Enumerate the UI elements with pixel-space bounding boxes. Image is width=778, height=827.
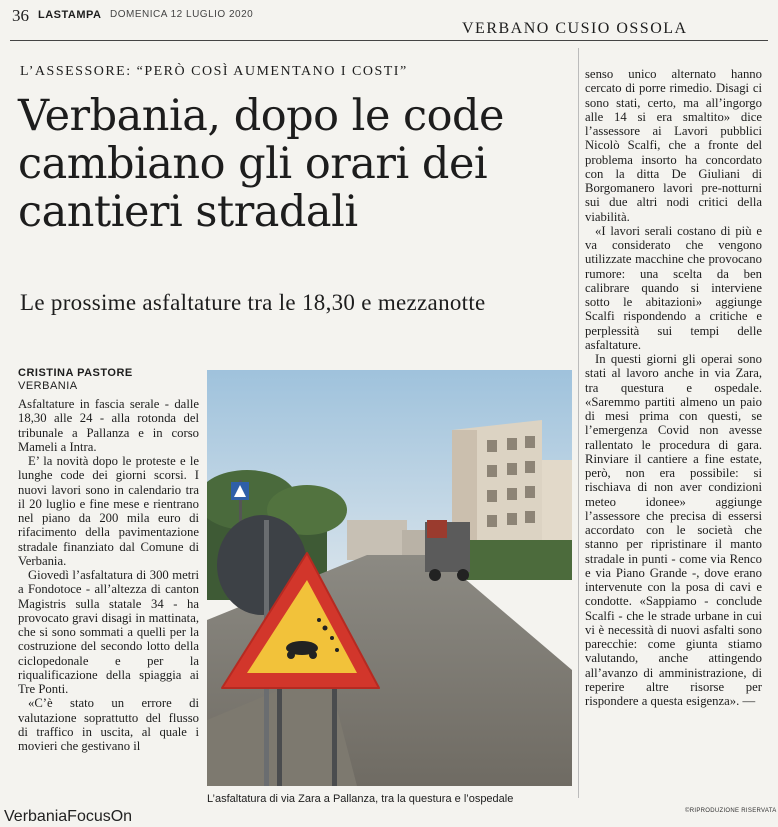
article-title: Verbania, dopo le code cambiano gli orari dei cantieri stradali (18, 91, 504, 237)
header-divider (10, 40, 768, 41)
dateline-location: VERBANIA (18, 380, 78, 392)
paragraph: «C’è stato un errore di valutazione soprattutto del flusso di traffico in uscita, al quale i movieri che gestivano il (18, 696, 199, 753)
section-title: VERBANO CUSIO OSSOLA (462, 20, 688, 37)
paragraph: senso unico alternato hanno cercato di porre rimedio. Disagi ci sono stati, certo, ma all’ingorgo alle 14 si era smaltito» dice l’assessore ai Lavori pubblici Nicolò Scalfi, che a fronte del problema insorto ha concordato con la ditta De Giuliani di Borgomanero lavori pre-notturni sui due altri nodi critici della viabilità. (585, 67, 762, 224)
masthead: LASTAMPA (38, 9, 102, 21)
copyright-notice: ©RIPRODUZIONE RISERVATA (685, 808, 777, 814)
author-name: CRISTINA PASTORE (18, 367, 133, 379)
paragraph: Giovedì l’asfaltatura di 300 metri a Fondotoce - all’altezza di canton Magistris sulla statale 34 - ha provocato gravi disagi in mattinata, che si sono sommati a quelli per la costruzione del secondo lotto della ciclopedonale e per la riqualificazione della spiaggia ai Tre Ponti. (18, 568, 199, 696)
page-number: 36 (12, 6, 29, 25)
column-divider (578, 48, 579, 798)
article-photo (207, 370, 572, 786)
source-watermark: VerbaniaFocusOn (4, 808, 133, 825)
right-column (585, 67, 762, 708)
paragraph: Asfaltature in fascia serale - dalle 18,30 alle 24 - alla rotonda del tribunale a Pallanza e in corso Mameli a Intra. (18, 397, 199, 454)
issue-date: DOMENICA 12 LUGLIO 2020 (110, 9, 254, 20)
paragraph: In questi giorni gli operai sono stati al lavoro anche in via Zara, tra questura e ospedale. «Saremmo partiti almeno un paio di mesi prima con questi, se l’emergenza Covid non avesse rallentato le procedura di gara. Rinviare il cantiere a fine estate, però, non era possibile: si rischiava di non aver condizioni meteo idonee» aggiunge l’assessore che precisa di essersi accordato con le società che stanno per ripristinare il manto stradale in punti - come via Renco e via Piano Grande -, dove erano intervenute con la posa di cavi e condotte. «Sappiamo - conclude Scalfi - che le strade urbane in cui vi è necessità di nuovi asfalti sono parecchie: come giunta stiamo valutando, anche attingendo all’avanzo di amministrazione, di reperire altre risorse per rispondere a questa esigenza». — (585, 352, 762, 708)
photo-caption: L’asfaltatura di via Zara a Pallanza, tra la questura e l’ospedale (207, 793, 514, 805)
article-kicker: L’ASSESSORE: “PERÒ COSÌ AUMENTANO I COSTI” (20, 64, 408, 79)
article-subtitle: Le prossime asfaltature tra le 18,30 e mezzanotte (20, 290, 486, 315)
paragraph: «I lavori serali costano di più e va considerato che vengono utilizzate macchine che provocano rumore: una scelta da ben calibrare quando si interviene sotto le abitazioni» aggiunge Scalfi rispondendo a critiche e perplessità sui tempi delle asfaltature. (585, 223, 762, 352)
left-column (18, 397, 199, 753)
paragraph: E’ la novità dopo le proteste e le lunghe code dei giorni scorsi. I nuovi lavori sono in calendario tra il 20 luglio e fine mese e rientrano nel piano da 200 mila euro di rifacimento della pavimentazione stradale finanziato dal Comune di Verbania. (18, 454, 199, 568)
